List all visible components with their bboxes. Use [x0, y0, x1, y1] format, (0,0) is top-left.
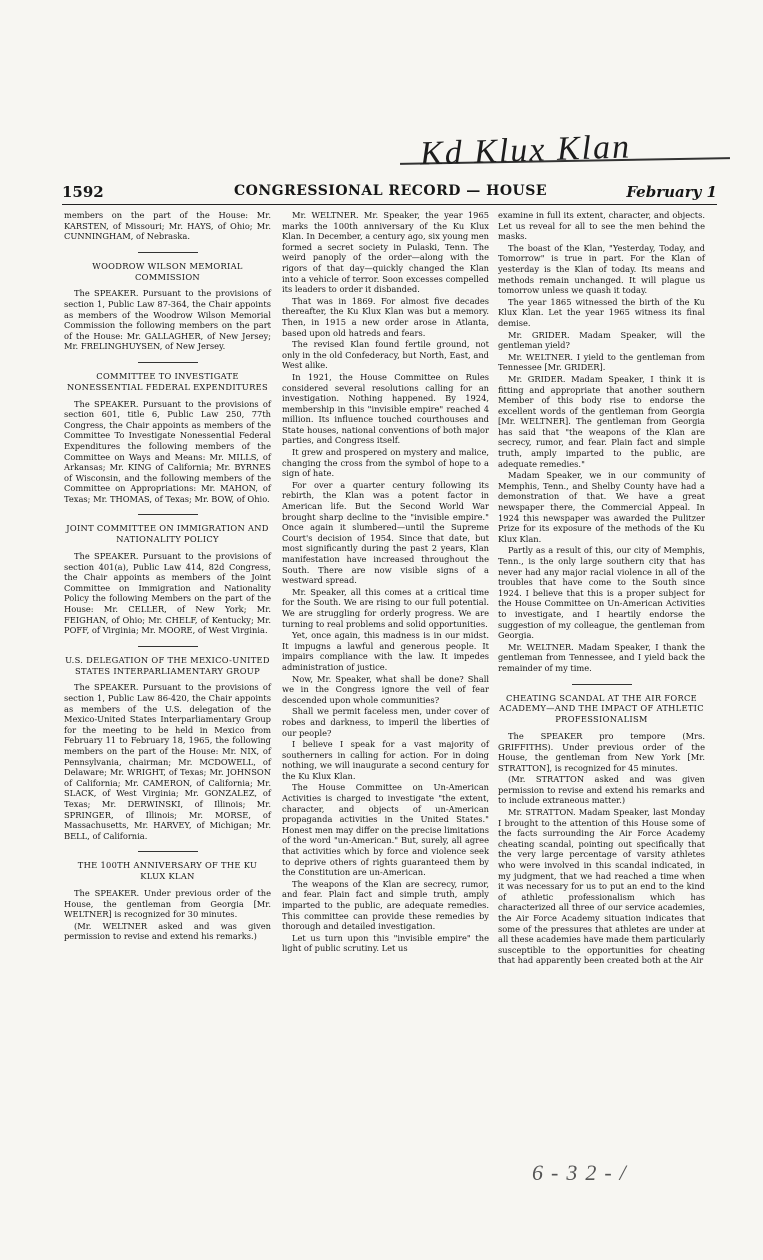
paragraph: Mr. WELTNER. I yield to the gentleman from Tennessee [Mr. GRIDER].	[498, 351, 705, 373]
section-divider	[138, 362, 198, 363]
column-1	[64, 210, 271, 943]
section-divider	[138, 851, 198, 852]
page-date: February 1	[626, 183, 717, 201]
paragraph: That was in 1869. For almost five decades thereafter, the Ku Klux Klan was but a memory. Then, in 1915 a new order arose in Atlanta, based upon old hatreds and fears.	[282, 295, 489, 338]
paragraph: Mr. WELTNER. Mr. Speaker, the year 1965 marks the 100th anniversary of the Ku Klux Klan. In December, a century ago, six young men formed a secret society in Pulaski, Tenn. The weird panoply of the order—along with the rigors of that day—quickly changed the Klan into a vehicle of terror. Soon excesses compelled its leaders to order it disbanded.	[282, 210, 489, 295]
paragraph: The SPEAKER. Pursuant to the provisions of section 401(a), Public Law 414, 82d Congress, the Chair appoints as members of the Joint Committee on Immigration and Nationality Policy the following Members on the part of the House: Mr. CELLER, of New York; Mr. FEIGHAN, of Ohio; Mr. CHELF, of Kentucky; Mr. POFF, of Virginia; Mr. MOORE, of West Virginia.	[64, 551, 271, 636]
paragraph: (Mr. STRATTON asked and was given permission to revise and extend his remarks and to include extraneous matter.)	[498, 774, 705, 806]
section-divider	[138, 252, 198, 253]
section-heading-expenditures: COMMITTEE TO INVESTIGATE NONESSENTIAL FEDERAL EXPENDITURES	[67, 370, 268, 392]
handwritten-title: Kd Klux Klan	[419, 128, 632, 173]
section-heading-klan: THE 100TH ANNIVERSARY OF THE KU KLUX KLAN	[77, 860, 258, 882]
intro-paragraph: members on the part of the House: Mr. KARSTEN, of Missouri; Mr. HAYS, of Ohio; Mr. CUNNINGHAM, of Nebraska.	[64, 210, 271, 242]
paragraph: I believe I speak for a vast majority of southerners in calling for action. For in doing nothing, we will inaugurate a second century for the Ku Klux Klan.	[282, 739, 489, 781]
paragraph: (Mr. WELTNER asked and was given permission to revise and extend his remarks.)	[64, 920, 271, 942]
paragraph: Yet, once again, this madness is in our midst. It impugns a lawful and generous people. It impairs compliance with the law. It impedes administration of justice.	[282, 630, 489, 672]
paragraph: The SPEAKER. Under previous order of the House, the gentleman from Georgia [Mr. WELTNER] is recognized for 30 minutes.	[64, 887, 271, 920]
paragraph: The revised Klan found fertile ground, not only in the old Confederacy, but North, East, and West alike.	[282, 339, 489, 371]
running-title: CONGRESSIONAL RECORD — HOUSE	[234, 183, 548, 199]
paragraph: The SPEAKER. Pursuant to the provisions of section 601, title 6, Public Law 250, 77th Congress, the Chair appoints as members of the Committee To Investigate Nonessential Federal Expenditures the following members of the Committee on Ways and Means: Mr. MILLS, of Arkansas; Mr. KING of California; Mr. BYRNES of Wisconsin, and the following members of the Committee on Appropriations: Mr. MAHON, of Texas; Mr. THOMAS, of Texas; Mr. BOW, of Ohio.	[64, 398, 271, 504]
paragraph: Mr. WELTNER. Madam Speaker, I thank the gentleman from Tennessee, and I yield back the remainder of my time.	[498, 641, 705, 673]
section-divider	[572, 684, 632, 685]
paragraph: For over a quarter century following its rebirth, the Klan was a potent factor in American life. But the Second World War brought sharp decline to the "invisible empire." Once again it slumbered—until the Supreme Court's decision of 1954. Since that date, but most significantly during the past 2 years, Klan manifestation have increased throughout the South. There are now visible signs of a westward spread.	[282, 479, 489, 586]
paragraph: The SPEAKER pro tempore (Mrs. GRIFFITHS). Under previous order of the House, the gentleman from New York [Mr. STRATTON], is recognized for 45 minutes.	[498, 730, 705, 773]
paragraph: Mr. Speaker, all this comes at a critical time for the South. We are rising to our full potential. We are struggling for orderly progress. We are turning to real problems and solid opportunities.	[282, 586, 489, 629]
page-header	[62, 183, 717, 205]
column-2	[282, 210, 489, 955]
paragraph: Let us turn upon this "invisible empire" the light of public scrutiny. Let us	[282, 932, 489, 954]
section-heading-wilson: WOODROW WILSON MEMORIAL COMMISSION	[92, 260, 243, 282]
section-heading-immigration: JOINT COMMITTEE ON IMMIGRATION AND NATIONALITY POLICY	[66, 523, 269, 545]
page-number: 1592	[62, 183, 104, 201]
paragraph: The SPEAKER. Pursuant to the provisions of section 1, Public Law 87-364, the Chair appoints as members of the Woodrow Wilson Memorial Commission the following members on the part of the House: Mr. GALLAGHER, of New Jersey; Mr. FRELINGHUYSEN, of New Jersey.	[64, 288, 271, 352]
paragraph: Mr. GRIDER. Madam Speaker, I think it is fitting and appropriate that another southern Member of this body rise to endorse the excellent words of the gentleman from Georgia [Mr. WELTNER]. The gentleman from Georgia has said that "the weapons of the Klan are secrecy, rumor, and fear. Plain fact and simple truth, amply imparted to the public, are adequate remedies."	[498, 373, 705, 469]
column-3	[498, 210, 705, 967]
paragraph: examine in full its extent, character, and objects. Let us reveal for all to see the men behind the masks.	[498, 210, 705, 242]
section-heading-cheating: CHEATING SCANDAL AT THE AIR FORCE ACADEMY—AND THE IMPACT OF ATHLETIC PROFESSIONALISM	[499, 692, 704, 725]
section-divider	[138, 646, 198, 647]
paragraph: The weapons of the Klan are secrecy, rumor, and fear. Plain fact and simple truth, amply imparted to the public, are adequate remedies. This committee can provide these remedies by thorough and detailed investigation.	[282, 878, 489, 932]
paragraph: Partly as a result of this, our city of Memphis, Tenn., is the only large southern city that has never had any major racial violence in all of the troubles that have come to the South since 1924. I believe that this is a proper subject for the House Committee on Un-American Activities to investigate, and I heartily endorse the suggestion of my colleague, the gentleman from Georgia.	[498, 545, 705, 641]
paragraph: The SPEAKER. Pursuant to the provisions of section 1, Public Law 86-420, the Chair appoints as members of the U.S. delegation of the Mexico-United States Interparliamentary Group for the meeting to be held in Mexico from February 11 to February 18, 1965, the following members on the part of the House: Mr. NIX, of Pennsylvania, chairman; Mr. MCDOWELL, of Delaware; Mr. WRIGHT, of Texas; Mr. JOHNSON of California; Mr. CAMERON, of California; Mr. SLACK, of West Virginia; Mr. GONZALEZ, of Texas; Mr. DERWINSKI, of Illinois; Mr. SPRINGER, of Illinois; Mr. MORSE, of Massachusetts, Mr. HARVEY, of Michigan; Mr. BELL, of California.	[64, 682, 271, 841]
paragraph: The boast of the Klan, "Yesterday, Today, and Tomorrow" is true in part. For the Klan of yesterday is the Klan of today. Its means and methods remain unchanged. It will plague us tomorrow unless we quash it today.	[498, 242, 705, 296]
bottom-handwritten-mark: 6-32-/	[532, 1160, 634, 1185]
header-rule	[62, 204, 717, 205]
paragraph: Mr. GRIDER. Madam Speaker, will the gentleman yield?	[498, 329, 705, 351]
section-divider	[138, 514, 198, 515]
paragraph: Madam Speaker, we in our community of Memphis, Tenn., and Shelby County have had a demonstration of that. We have a great newspaper there, the Commercial Appeal. In 1924 this newspaper was awarded the Pulitzer Prize for its exposure of the methods of the Ku Klux Klan.	[498, 470, 705, 544]
paragraph: It grew and prospered on mystery and malice, changing the cross from the symbol of hope to a sign of hate.	[282, 447, 489, 479]
paragraph: The House Committee on Un-American Activities is charged to investigate "the extent, character, and objects of un-American propaganda activities in the United States." Honest men may differ on the precise limitations of the word "un-American." But, surely, all agree that activities which by force and violence seek to deprive others of rights guaranteed them by the Constitution are un-American.	[282, 782, 489, 878]
paragraph: In 1921, the House Committee on Rules considered several resolutions calling for an investigation. Nothing happened. By 1924, membership in this "invisible empire" reached 4 million. Its influence touched courthouses and State houses, national conventions of both major parties, and Congress itself.	[282, 371, 489, 446]
paragraph: The year 1865 witnessed the birth of the Ku Klux Klan. Let the year 1965 witness its final demise.	[498, 296, 705, 328]
paragraph: Shall we permit faceless men, under cover of robes and darkness, to imperil the liberties of our people?	[282, 706, 489, 738]
handwritten-annotation	[400, 128, 740, 180]
section-heading-mexico: U.S. DELEGATION OF THE MEXICO-UNITED STATES INTERPARLIAMENTARY GROUP	[65, 654, 270, 676]
paragraph: Now, Mr. Speaker, what shall be done? Shall we in the Congress ignore the veil of fear descended upon whole communities?	[282, 673, 489, 705]
paragraph: Mr. STRATTON. Madam Speaker, last Monday I brought to the attention of this House some of the facts surrounding the Air Force Academy cheating scandal, pointing out specifically that the very large percentage of varsity athletes who were involved in this scandal indicated, in my judgment, that we had reached a time when it was necessary for us to put an end to the kind of athletic professionalism which has characterized all three of our service academies, the Air Force Academy situation indicates that some of the pressures that athletes are under at all these academies have made them particularly susceptible to the opportunities for cheating that had apparently been created both at the Air	[498, 807, 705, 966]
